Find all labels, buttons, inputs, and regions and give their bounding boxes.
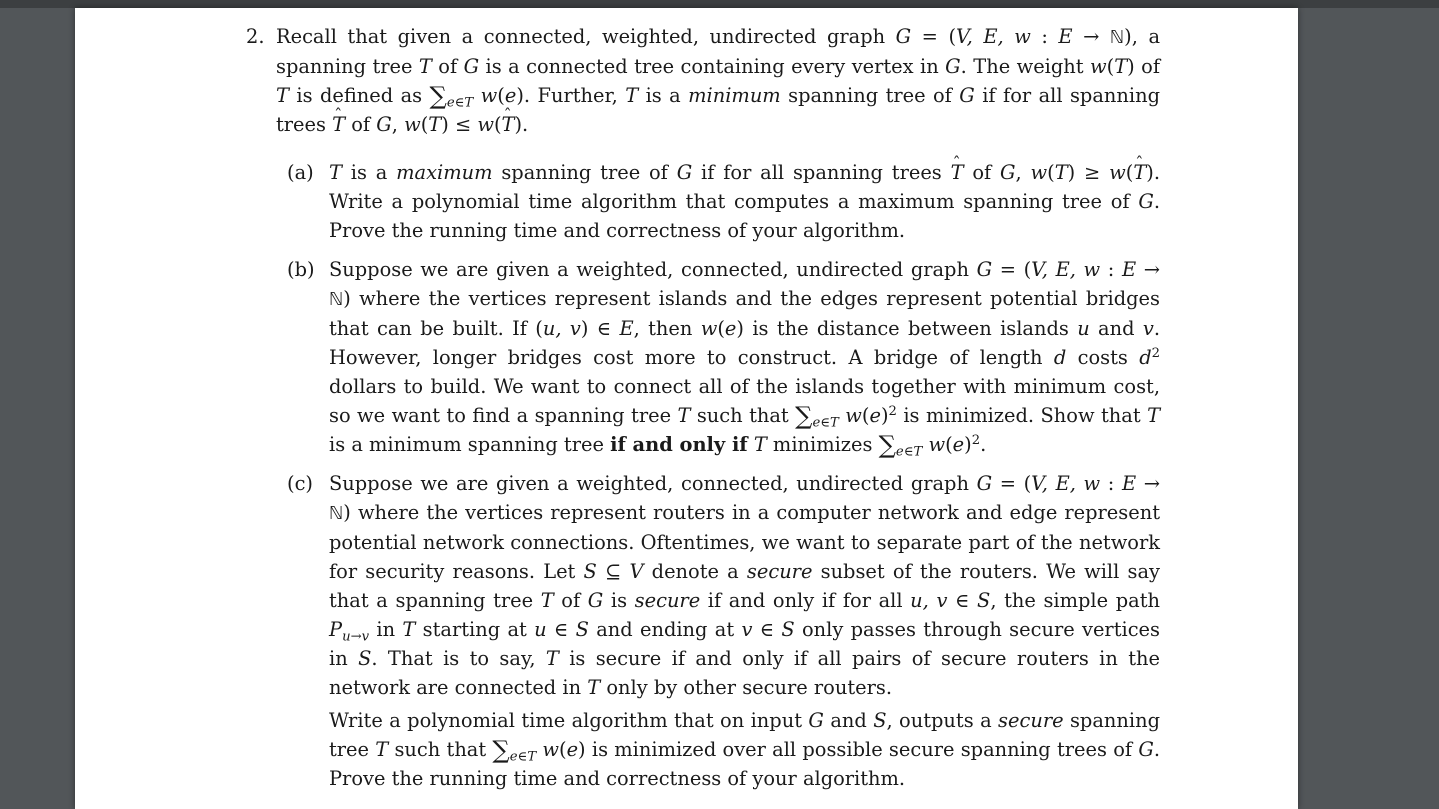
document-page: [75, 8, 1298, 809]
part-b-label: (b): [287, 258, 315, 281]
part-a-label: (a): [287, 161, 314, 184]
part-c-paragraph-2: Write a polynomial time algorithm that on input G and S, outputs a secure spanning tree T such that $\sum_{e\in T}$ w(e) is minimized over all possible secure spanning trees of G. Prove the running time and correctness of your algorithm.: [329, 709, 1160, 790]
subparts: [287, 158, 1160, 793]
problem-number: 2.: [246, 25, 265, 48]
part-c-label: (c): [287, 472, 313, 495]
part-a: (a) T is a maximum spanning tree of G if for all spanning trees ˆ T of G, w(T) ≥ w(ˆ T). Write a polynomial time algorithm that computes a maximum spanning tree of G. Prove the running time and correctness of your algorithm.: [287, 158, 1160, 245]
part-c: (c) Suppose we are given a weighted, connected, undirected graph G = (V, E, w : E → ℕ) where the vertices represent routers in a computer network and edge represent potential network connections. Oftentimes, we want to separate part of the network for security reasons. Let S ⊆ V denote a secure subset of the routers. We will say that a spanning tree T of G is secure if and only if for all u, v ∈ S, the simple path $P_{u\to v}$ in T starting at u ∈ S and ending at v ∈ S only passes through secure vertices in S. That is to say, T is secure if and only if all pairs of secure routers in the network are connected in T only by other secure routers. Write a polynomial time algorithm that on input G and S, outputs a secure spanning tree T such that $\sum_{e\in T}$ w(e) is minimized over all possible secure spanning trees of G. Prove the running time and correctness of your algorithm.: [287, 469, 1160, 793]
viewer-top-bar: [0, 0, 1439, 8]
problem-2: [246, 22, 1160, 803]
problem-statement: Recall that given a connected, weighted, undirected graph G = (V, E, w : E → ℕ), a spanning tree T of G is a connected tree containing every vertex in G. The weight w(T) of T is defined as $\sum_{e\in T}$ w(e). Further, T is a minimum spanning tree of G if for all spanning trees ˆ T of G, w(T) ≤ w(ˆ T).: [276, 22, 1160, 139]
part-b: (b) Suppose we are given a weighted, connected, undirected graph G = (V, E, w : E → ℕ) where the vertices represent islands and the edges represent potential bridges that can be built. If (u, v) ∈ E, then w(e) is the distance between islands u and v. However, longer bridges cost more to construct. A bridge of length d costs $d^2$ dollars to build. We want to connect all of the islands together with minimum cost, so we want to find a spanning tree T such that $\sum_{e\in T}$ $w(e)^2$ is minimized. Show that T is a minimum spanning tree if and only if T minimizes $\sum_{e\in T}$ $w(e)^2$.: [287, 255, 1160, 459]
